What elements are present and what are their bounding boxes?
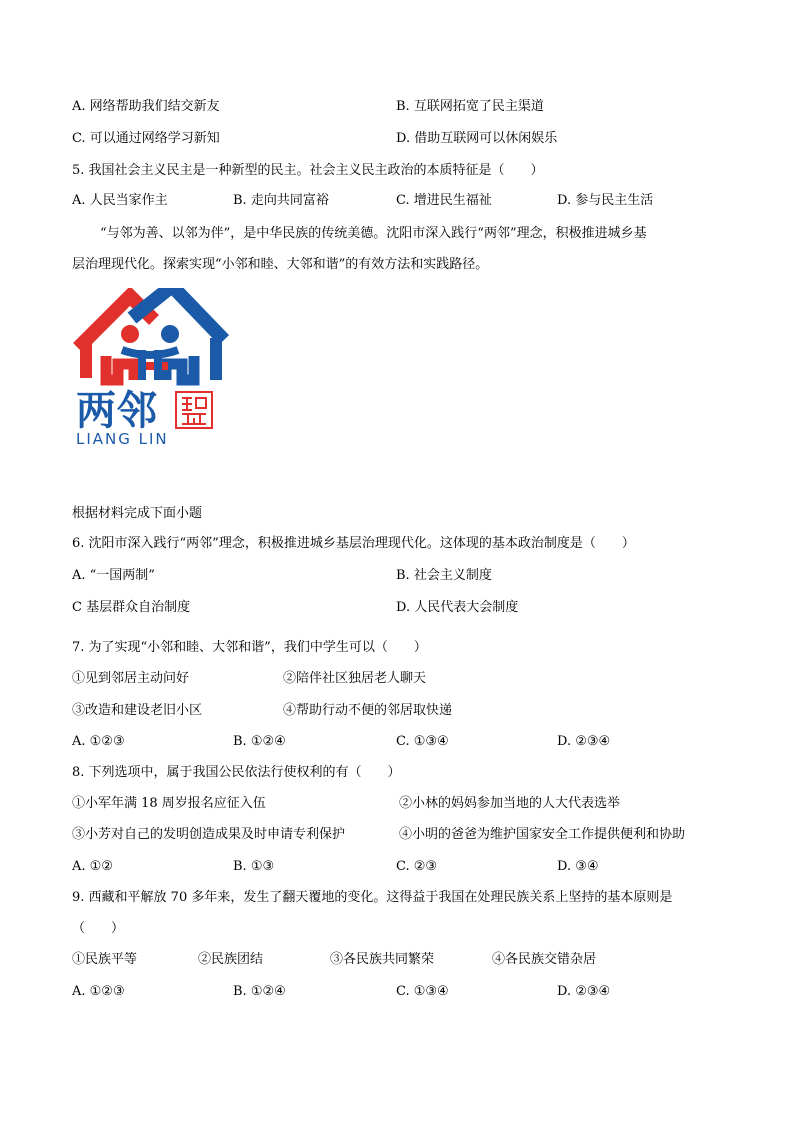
q9-stem: 9. 西藏和平解放 70 多年来，发生了翻天覆地的变化。这得益于我国在处理民族关系上坚持的基本原则是 [72, 890, 673, 905]
q5-option-a: A. 人民当家作主 [72, 193, 168, 208]
q6-stem: 6. 沈阳市深入践行“两邻”理念，积极推进城乡基层治理现代化。这体现的基本政治制度是（ ） [72, 536, 635, 551]
q5-stem: 5. 我国社会主义民主是一种新型的民主。社会主义民主政治的本质特征是（ ） [72, 163, 544, 178]
q9-statement-4: ④各民族交错杂居 [492, 952, 597, 967]
q6-option-b: B. 社会主义制度 [396, 568, 492, 583]
material-line-1: “与邻为善、以邻为伴”，是中华民族的传统美德。沈阳市深入践行“两邻”理念，积极推进城乡基 [100, 226, 647, 241]
q8-option-a: A. ①② [72, 859, 113, 874]
logo-chinese-text: 两邻 [76, 388, 158, 434]
q4-option-c: C. 可以通过网络学习新知 [72, 131, 220, 146]
q8-stem: 8. 下列选项中，属于我国公民依法行使权利的有（ ） [72, 765, 401, 780]
q5-option-c: C. 增进民生福祉 [396, 193, 492, 208]
q6-option-d: D. 人民代表大会制度 [396, 600, 519, 615]
q9-answer-paren: （ ） [72, 921, 125, 936]
q4-option-b: B. 互联网拓宽了民主渠道 [396, 99, 544, 114]
q7-statement-1: ①见到邻居主动问好 [72, 671, 190, 686]
q7-statement-3: ③改造和建设老旧小区 [72, 703, 203, 718]
q7-stem: 7. 为了实现“小邻和睦、大邻和谐”，我们中学生可以（ ） [72, 640, 427, 655]
q9-statement-1: ①民族平等 [72, 952, 138, 967]
q8-option-c: C. ②③ [396, 859, 438, 874]
q8-statement-2: ②小林的妈妈参加当地的人大代表选举 [399, 796, 621, 811]
q4-option-a: A. 网络帮助我们结交新友 [72, 99, 220, 114]
material-line-2: 层治理现代化。探索实现“小邻和睦、大邻和谐”的有效方法和实践路径。 [72, 257, 489, 272]
logo-english-text: LIANG LIN [76, 430, 169, 448]
logo-text [76, 390, 169, 448]
q8-statement-3: ③小芳对自己的发明创造成果及时申请专利保护 [72, 827, 346, 842]
q4-option-d: D. 借助互联网可以休闲娱乐 [396, 131, 558, 146]
q5-option-d: D. 参与民主生活 [557, 193, 654, 208]
q6-option-c: C 基层群众自治制度 [72, 600, 191, 615]
q5-option-b: B. 走向共同富裕 [233, 193, 329, 208]
q9-option-d: D. ②③④ [557, 984, 611, 999]
instruction: 根据材料完成下面小题 [72, 506, 203, 521]
q9-option-a: A. ①②③ [72, 984, 125, 999]
q8-option-d: D. ③④ [557, 859, 599, 874]
q7-option-b: B. ①②④ [233, 734, 286, 749]
q6-option-a: A. “一国两制” [72, 568, 155, 583]
q9-statement-2: ②民族团结 [198, 952, 264, 967]
seal-stamp-icon [174, 390, 214, 430]
q7-option-a: A. ①②③ [72, 734, 125, 749]
q9-statement-3: ③各民族共同繁荣 [330, 952, 435, 967]
q9-option-b: B. ①②④ [233, 984, 286, 999]
q7-statement-4: ④帮助行动不便的邻居取快递 [283, 703, 453, 718]
q8-statement-1: ①小军年满 18 周岁报名应征入伍 [72, 796, 266, 811]
q7-option-c: C. ①③④ [396, 734, 449, 749]
q9-option-c: C. ①③④ [396, 984, 449, 999]
q7-option-d: D. ②③④ [557, 734, 611, 749]
q8-option-b: B. ①③ [233, 859, 275, 874]
q8-statement-4: ④小明的爸爸为维护国家安全工作提供便利和协助 [399, 827, 686, 842]
q7-statement-2: ②陪伴社区独居老人聊天 [283, 671, 427, 686]
